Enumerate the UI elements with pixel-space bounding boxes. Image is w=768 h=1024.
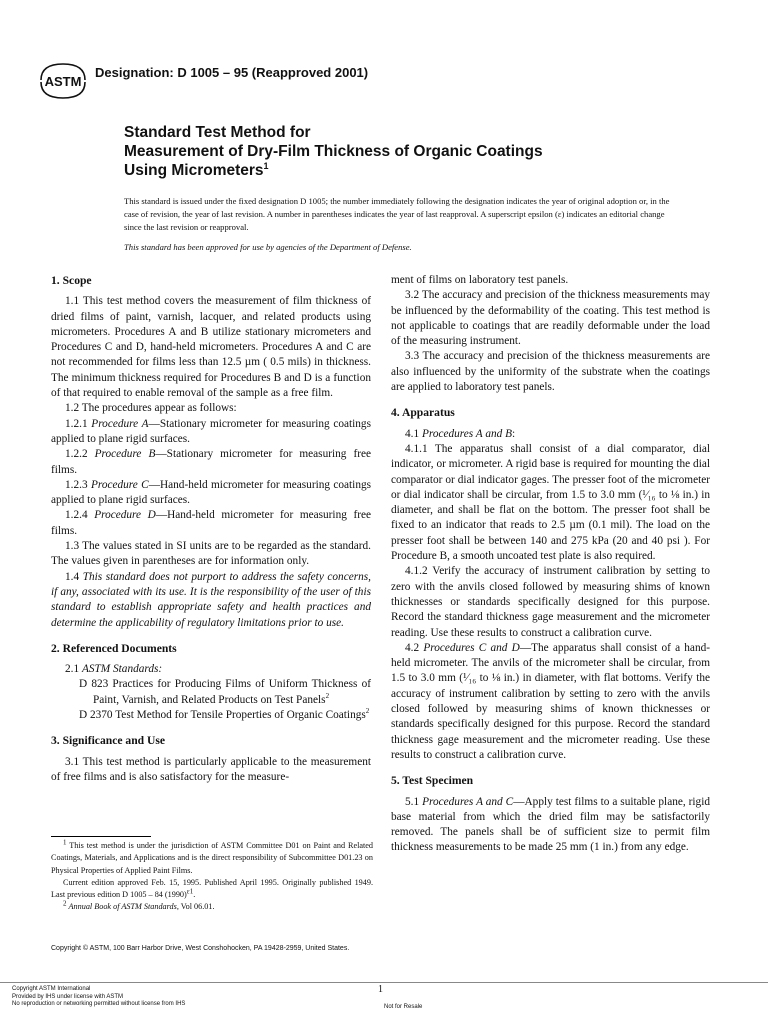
para-text: ASTM Standards: bbox=[81, 663, 163, 676]
paragraph-1-3: 1.3 The values stated in SI units are to be regarded as the standard. The values given in parentheses are for information only. bbox=[51, 540, 371, 568]
footnote-mark: 2 bbox=[63, 899, 67, 908]
title-footnote-mark: 1 bbox=[263, 160, 269, 171]
left-column bbox=[51, 273, 371, 785]
paragraph-3-1: 3.1 This test method is particularly applicable to the measurement of free films and is also satisfactory for the measure- bbox=[51, 755, 371, 783]
paragraph-1-2: 1.2 The procedures appear as follows: bbox=[65, 402, 237, 415]
para-number: 2.1 bbox=[65, 663, 80, 676]
procedure-name: Procedures A and B bbox=[421, 427, 513, 440]
page-number: 1 bbox=[378, 984, 383, 995]
license-line: Provided by IHS under license with ASTM bbox=[12, 993, 124, 1000]
reference-item bbox=[79, 677, 371, 708]
para-text: —Hand-held micrometer for measuring coatings applied to plane rigid surfaces. bbox=[51, 478, 372, 507]
footnote-title: Annual Book of ASTM Standards bbox=[68, 902, 177, 912]
license-line: Copyright ASTM International bbox=[12, 986, 91, 992]
paragraph-4-2 bbox=[391, 641, 710, 763]
paragraph-4-1-2: 4.1.2 Verify the accuracy of instrument calibration by setting to zero with the anvils closed followed by measuring shims of known thicknesses or standards specifically designed for this purpose. Record the standard thickness gage measurement and the micrometer reading. Use these results to construct a calibration curve. bbox=[391, 565, 710, 639]
paragraph-3-3: 3.3 The accuracy and precision of the thickness measurements are also influenced by the uniformity of the substrate when the coatings are applied to laboratory test panels. bbox=[391, 350, 710, 394]
license-notice bbox=[12, 986, 185, 1009]
procedure-name: Procedures A and C bbox=[422, 795, 514, 808]
astm-logo bbox=[37, 60, 93, 102]
safety-statement: This standard does not purport to address the safety concerns, if any, associated with its use. It is the responsibility of the user of this standard to establish appropriate safety and health practices and determine the applicability of regulatory limitations prior to use. bbox=[51, 570, 372, 629]
para-number: 4.2 bbox=[405, 641, 420, 654]
paragraph-3-1-continued: ment of films on laboratory test panels. bbox=[391, 274, 569, 286]
para-text: —The apparatus shall consist of a hand-held micrometer. The anvils of the micrometer shall be circular, from 1.5 to 3.0 mm (¹⁄₁₆ to ⅛ in.) in diameter, with flat bottoms. Verify the accuracy of instrument calibration by setting to zero with the anvils closed followed by measuring shims of known thicknesses or standards specifically designed for this purpose. Record the standard thickness gage measurement and the micrometer reading. Use these results to construct a calibration curve. bbox=[391, 641, 711, 761]
section-heading-test-specimen: 5. Test Specimen bbox=[391, 774, 474, 788]
footnote-1-edition bbox=[51, 877, 373, 902]
license-line: No reproduction or networking permitted without license from IHS bbox=[12, 1001, 186, 1007]
footnote-2 bbox=[51, 901, 373, 913]
reference-item bbox=[79, 708, 371, 723]
footnotes bbox=[51, 840, 373, 914]
document-title bbox=[124, 123, 684, 180]
right-column bbox=[391, 273, 710, 856]
footnote-text-end: . bbox=[193, 890, 196, 900]
procedure-name: Procedure C bbox=[90, 478, 149, 491]
footnote-text: This test method is under the jurisdiction of ASTM Committee D01 on Paint and Related Coatings, Materials, and Applications and is the direct responsibility of Subcommittee D01.23 on Physical Properties of Applied Paint Films. bbox=[51, 841, 373, 875]
para-text: : bbox=[512, 427, 516, 440]
para-text: —Apply test films to a suitable plane, rigid base material from which the dried film may be satisfactorily removed. The panels shall be of sufficient size to permit film thickness measurements to be made 25 mm (1 in.) from any edge. bbox=[391, 795, 710, 854]
section-heading-referenced-documents: 2. Referenced Documents bbox=[51, 641, 177, 655]
paragraph-4-1 bbox=[391, 427, 710, 442]
para-number: 1.4 bbox=[65, 570, 80, 583]
reference-text: D 823 Practices for Producing Films of Uniform Thickness of Paint, Varnish, and Related Products on Test Panels bbox=[79, 678, 371, 706]
procedure-name: Procedure B bbox=[94, 448, 156, 461]
paragraph-5-1 bbox=[391, 795, 710, 856]
paragraph-4-1-1: 4.1.1 The apparatus shall consist of a dial comparator, dial indicator, or micrometer. A rigid base is required for mounting the dial comparator or dial indicator gages. The presser foot of the micrometer or dial indicator shall be circular, from 1.5 to 3.0 mm (¹⁄₁₆ to ⅛ in.) in diameter, and shall be flat on the bottom. The presser foot shall be fixed to an indicator that reads to 2.5 µm (0.1 mil). The load on the presser foot shall be between 140 and 275 kPa (20 and 40 psi ). For Procedure B, a smooth uncoated test plate is also required. bbox=[391, 442, 710, 563]
reference-text: D 2370 Test Method for Tensile Properties of Organic Coatings bbox=[79, 709, 366, 722]
procedure-name: Procedure A bbox=[91, 417, 149, 430]
designation: Designation: D 1005 – 95 (Reapproved 2001) bbox=[95, 65, 369, 80]
para-number: 1.2.3 bbox=[65, 478, 88, 491]
copyright-line: Copyright © ASTM, 100 Barr Harbor Drive, West Conshohocken, PA 19428-2959, United States. bbox=[51, 945, 350, 952]
paragraph-1-2-4 bbox=[51, 508, 371, 539]
section-heading-significance: 3. Significance and Use bbox=[51, 734, 166, 748]
issuance-notice: This standard is issued under the fixed designation D 1005; the number immediately following the designation indicates the year of original adoption or, in the case of revision, the year of last revision. A number in parentheses indicates the year of last reapproval. A superscript epsilon (ε) indicates an editorial change since the last revision or reapproval. bbox=[124, 196, 670, 232]
para-number: 1.2.2 bbox=[65, 448, 88, 461]
para-text: —Hand-held micrometer for measuring free films. bbox=[51, 509, 372, 537]
title-line-3 bbox=[124, 161, 684, 180]
epsilon-mark: ε1 bbox=[186, 887, 194, 896]
para-number: 4.1 bbox=[405, 427, 420, 440]
title-line-2: Measurement of Dry-Film Thickness of Organic Coatings bbox=[124, 143, 543, 160]
logo-text: ASTM bbox=[44, 74, 82, 89]
para-number: 5.1 bbox=[405, 795, 420, 808]
footnote-text: Current edition approved Feb. 15, 1995. Published April 1995. Originally published 1949. Last previous edition D 1005 – 84 (1990) bbox=[51, 877, 373, 900]
footnote-mark: 2 bbox=[325, 691, 330, 700]
section-heading-apparatus: 4. Apparatus bbox=[391, 406, 455, 420]
para-text: —Stationary micrometer for measuring free films. bbox=[51, 448, 371, 476]
resale-notice: Not for Resale bbox=[384, 1004, 423, 1010]
footer-divider bbox=[0, 982, 768, 983]
title-line-1: Standard Test Method for bbox=[124, 124, 311, 141]
paragraph-1-2-1 bbox=[51, 417, 371, 448]
footnote-text: , Vol 06.01. bbox=[176, 902, 215, 912]
footnote-mark: 2 bbox=[365, 707, 370, 716]
paragraph-2-1 bbox=[51, 662, 371, 677]
paragraph-1-1: 1.1 This test method covers the measurement of film thickness of dried films of paint, varnish, lacquer, and related products using micrometers. Procedures A and B utilize stationary micrometers and Procedures C and D, hand-held micrometers. Procedures A and C are not recommended for films less than 12.5 µm ( 0.5 mils) in thickness. The minimum thickness required for Procedures B and D is a function of that required to enable removal of the sample as a free film. bbox=[51, 295, 371, 400]
procedure-name: Procedure D bbox=[94, 509, 156, 522]
paragraph-3-2: 3.2 The accuracy and precision of the thickness measurements may be influenced by the deformability of the coating. This test method is not applicable to coatings that are readily deformable under the load of the measuring instrument. bbox=[391, 289, 710, 348]
paragraph-1-4 bbox=[51, 570, 371, 631]
title-line-3-text: Using Micrometers bbox=[124, 162, 264, 179]
footnote-divider bbox=[51, 836, 151, 837]
paragraph-1-2-2 bbox=[51, 447, 371, 478]
section-heading-scope: 1. Scope bbox=[51, 274, 92, 287]
approval-note: This standard has been approved for use by agencies of the Department of Defense. bbox=[124, 242, 412, 252]
footnote-1 bbox=[51, 840, 373, 877]
procedure-name: Procedures C and D bbox=[423, 641, 520, 654]
reference-list bbox=[65, 677, 371, 723]
para-number: 1.2.4 bbox=[65, 509, 88, 522]
para-text: —Stationary micrometer for measuring coatings applied to plane rigid surfaces. bbox=[51, 417, 371, 445]
footnote-mark: 1 bbox=[63, 838, 67, 847]
paragraph-1-2-3 bbox=[51, 478, 371, 509]
para-number: 1.2.1 bbox=[65, 417, 88, 430]
